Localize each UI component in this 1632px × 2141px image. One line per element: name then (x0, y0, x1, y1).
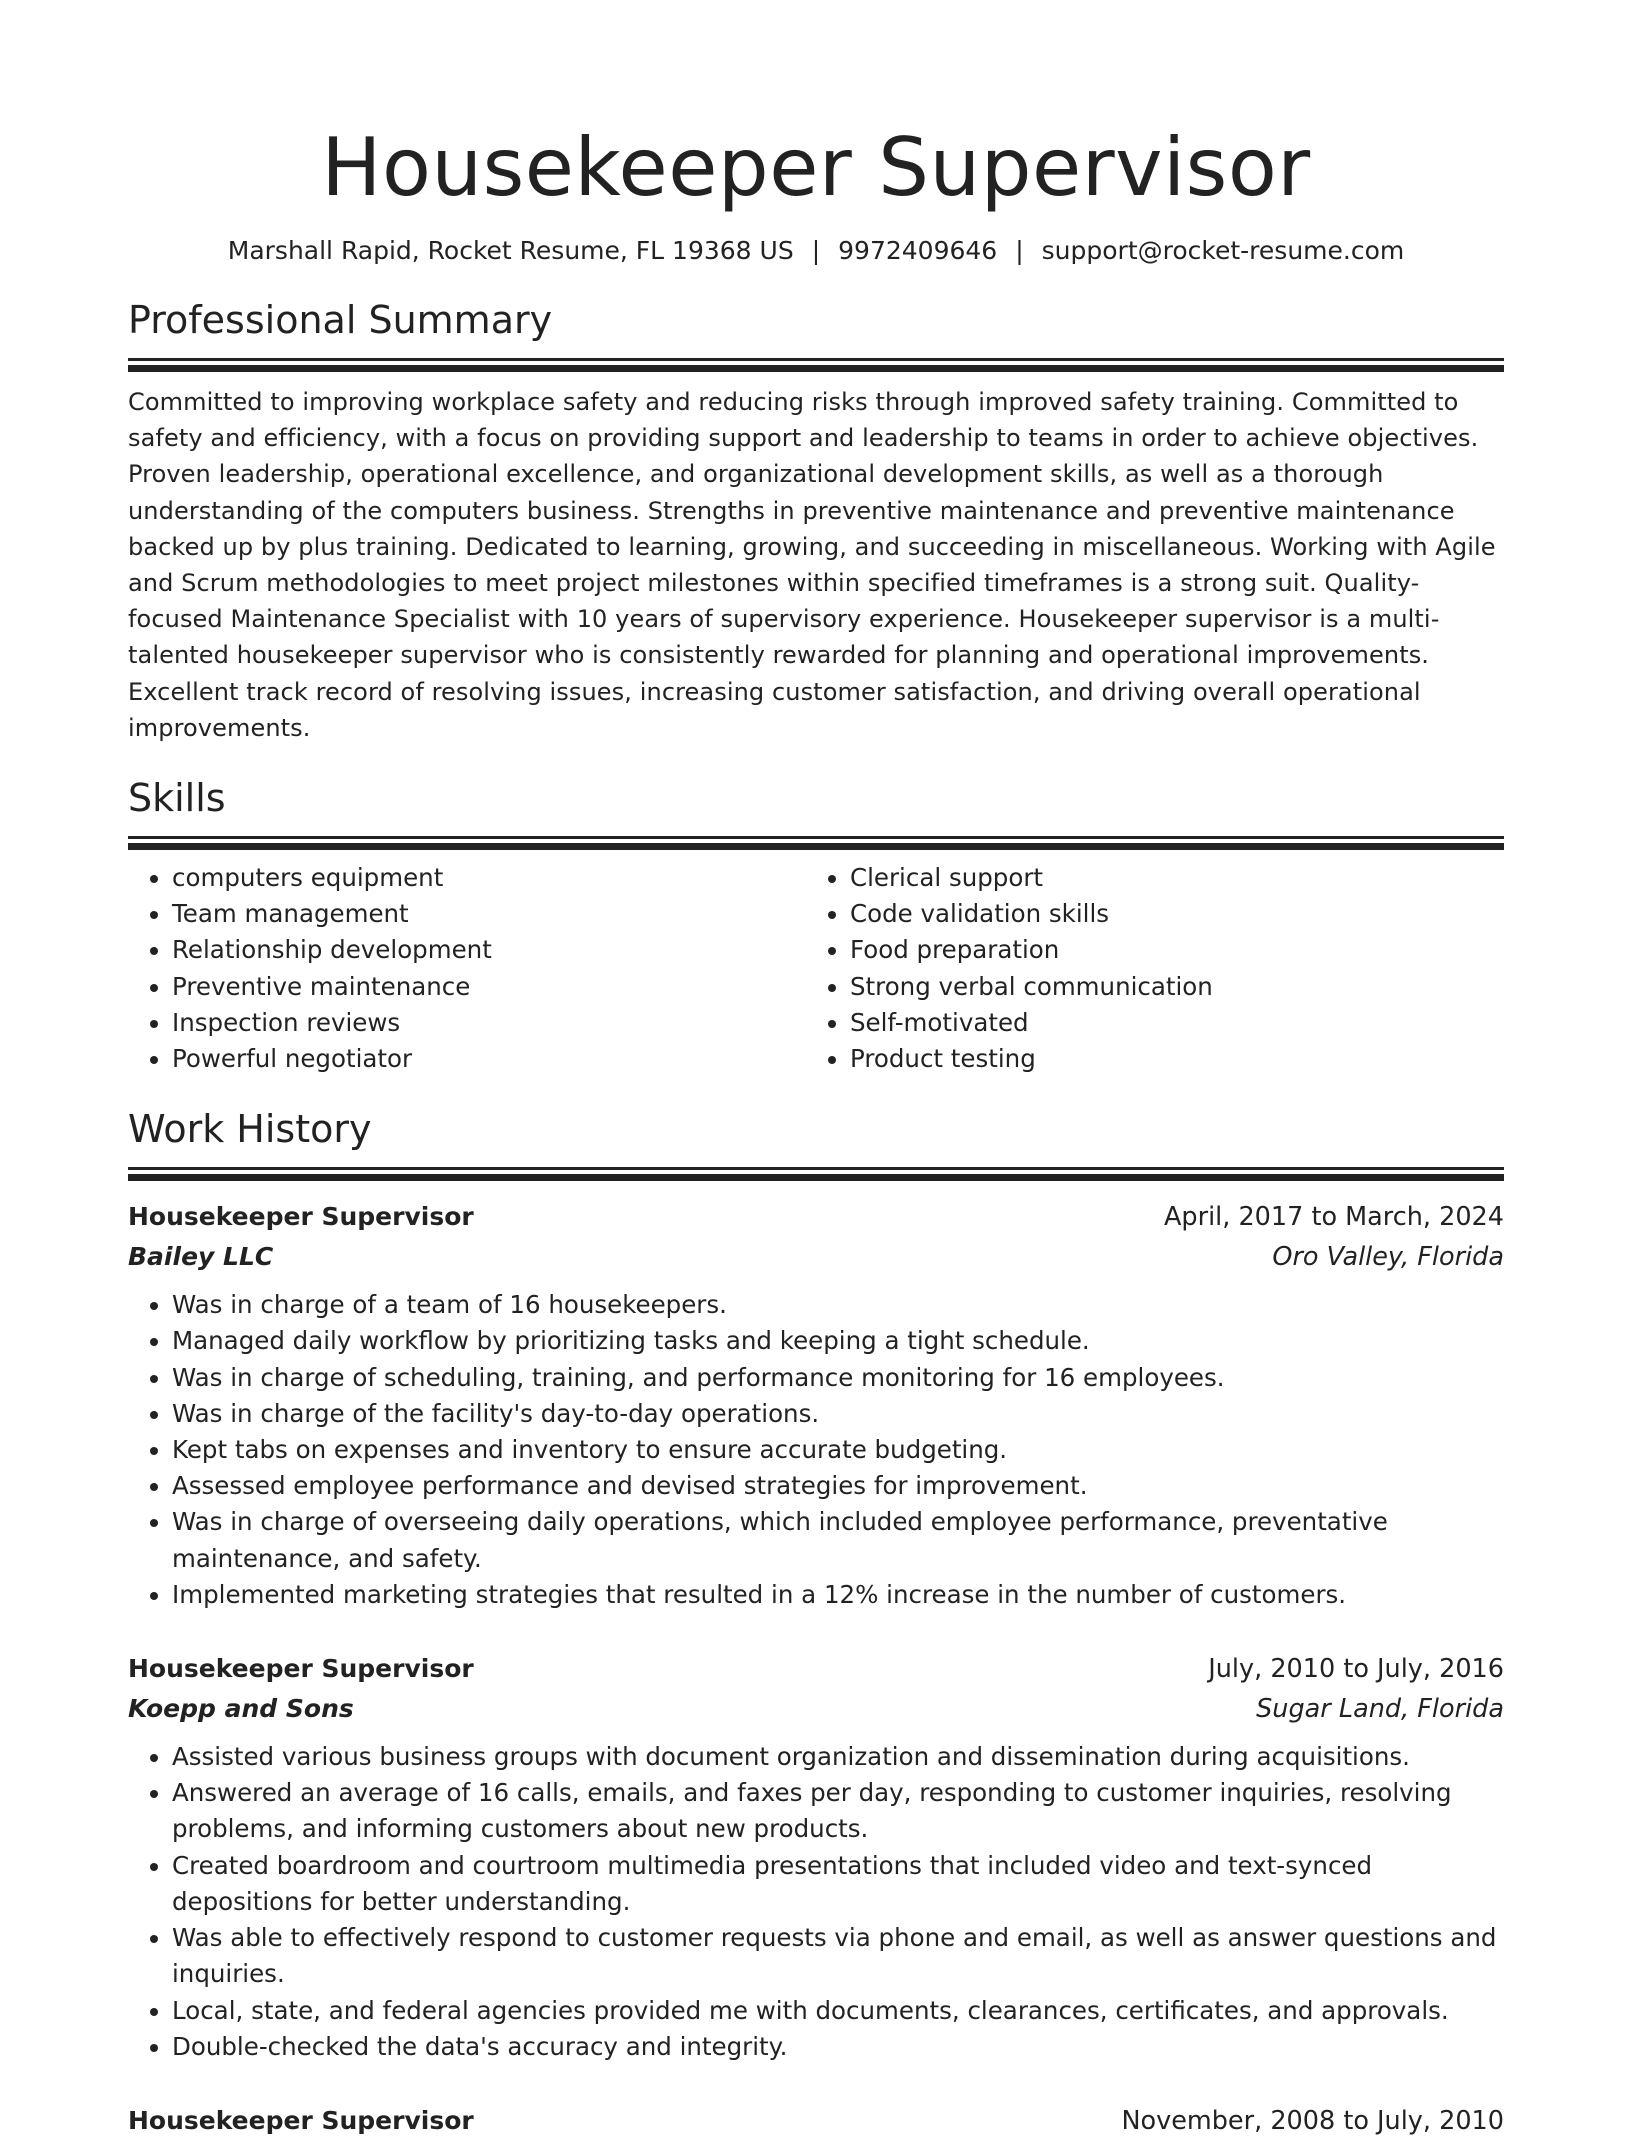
job-header-row (128, 2101, 1504, 2141)
job-bullet: • Was in charge of overseeing daily operations, which included employee performance, preventative maintenance, and safety. (172, 1504, 1504, 1576)
job-entry (128, 2101, 1504, 2141)
skill-item: • Clerical support (850, 860, 1484, 896)
job-spacer (128, 2065, 1504, 2085)
job-company-row (128, 1237, 1504, 1277)
job-bullet-list (128, 1287, 1504, 1613)
job-entry (128, 1649, 1504, 2065)
contact-separator: | (1015, 236, 1024, 265)
contact-line (128, 234, 1504, 268)
work-history-section (128, 1105, 1504, 2141)
job-bullet: • Assisted various business groups with document organization and dissemination during acquisitions. (172, 1739, 1504, 1775)
resume-page (128, 0, 1504, 2141)
job-bullet: • Local, state, and federal agencies provided me with documents, clearances, certificates, and approvals. (172, 1993, 1504, 2029)
contact-separator: | (811, 236, 821, 265)
job-header-row (128, 1649, 1504, 1689)
job-dates: April, 2017 to March, 2024 (1163, 1202, 1504, 1233)
skill-item: • Self-motivated (850, 1005, 1484, 1041)
job-company: Bailey LLC (128, 1242, 274, 1272)
job-bullet: • Kept tabs on expenses and inventory to ensure accurate budgeting. (172, 1432, 1504, 1468)
job-company: Koepp and Sons (128, 1694, 354, 1724)
job-bullet: • Answered an average of 16 calls, emails, and faxes per day, responding to customer inquiries, resolving problems, and informing customers about new products. (172, 1775, 1504, 1847)
job-bullet: • Double-checked the data's accuracy and integrity. (172, 2029, 1504, 2065)
job-title: Housekeeper Supervisor (128, 2105, 474, 2135)
skill-item: • Powerful negotiator (172, 1041, 806, 1077)
resume-name: Housekeeper Supervisor (321, 121, 1311, 214)
section-divider-thick (128, 365, 1504, 372)
skill-item: • computers equipment (172, 860, 806, 896)
job-header-row (128, 1197, 1504, 1237)
skills-section (128, 774, 1504, 1077)
skill-item: • Preventive maintenance (172, 969, 806, 1005)
section-divider (128, 358, 1504, 361)
summary-section (128, 296, 1504, 746)
skill-item: • Code validation skills (850, 896, 1484, 932)
job-location: Sugar Land, Florida (1256, 1694, 1504, 1725)
job-bullet: • Managed daily workflow by prioritizing tasks and keeping a tight schedule. (172, 1323, 1504, 1359)
skill-item: • Strong verbal communication (850, 969, 1484, 1005)
skill-item: • Product testing (850, 1041, 1484, 1077)
section-divider (128, 1167, 1504, 1170)
skill-item: • Relationship development (172, 932, 806, 968)
contact-phone: 9972409646 (838, 236, 998, 265)
job-location: Oro Valley, Florida (1272, 1242, 1504, 1273)
contact-email: support@rocket-resume.com (1041, 236, 1405, 265)
job-bullet: • Assessed employee performance and devised strategies for improvement. (172, 1468, 1504, 1504)
skills-grid (128, 860, 1504, 1077)
section-title-work-history: Work History (128, 1107, 372, 1152)
job-title: Housekeeper Supervisor (128, 1654, 474, 1684)
job-entry (128, 1197, 1504, 1613)
section-title-summary: Professional Summary (128, 298, 553, 342)
section-divider-thick (128, 1174, 1504, 1181)
job-bullet: • Was able to effectively respond to customer requests via phone and email, as well as answer questions and inquiries. (172, 1920, 1504, 1992)
contact-address: Marshall Rapid, Rocket Resume, FL 19368 US (227, 236, 794, 265)
skill-item: • Team management (172, 896, 806, 932)
job-dates: July, 2010 to July, 2016 (1208, 1654, 1504, 1685)
job-bullet: • Created boardroom and courtroom multimedia presentations that included video and text-synced depositions for better understanding. (172, 1848, 1504, 1920)
skill-item: • Inspection reviews (172, 1005, 806, 1041)
job-bullet: • Was in charge of a team of 16 housekeepers. (172, 1287, 1504, 1323)
skill-item: • Food preparation (850, 932, 1484, 968)
job-bullet-list (128, 1739, 1504, 2065)
job-bullet: • Was in charge of scheduling, training, and performance monitoring for 16 employees. (172, 1360, 1504, 1396)
job-bullet: • Implemented marketing strategies that resulted in a 12% increase in the number of customers. (172, 1577, 1504, 1613)
job-spacer (128, 1613, 1504, 1633)
skills-column-left (128, 860, 806, 1077)
skills-column-right (806, 860, 1484, 1077)
job-title: Housekeeper Supervisor (128, 1202, 474, 1232)
section-divider (128, 836, 1504, 839)
summary-text: Committed to improving workplace safety and reducing risks through improved safety training. Committed to safety and efficiency, with a focus on providing support and leadership to teams in order to achieve objectives. Proven leadership, operational excellence, and organizational development skills, as well as a thorough understanding of the computers business. Strengths in preventive maintenance and preventive maintenance backed up by plus training. Dedicated to learning, growing, and succeeding in miscellaneous. Working with Agile and Scrum methodologies to meet project milestones within specified timeframes is a strong suit. Quality-focused Maintenance Specialist with 10 years of supervisory experience. Housekeeper supervisor is a multi-talented housekeeper supervisor who is consistently rewarded for planning and operational improvements. Excellent track record of resolving issues, increasing customer satisfaction, and driving overall operational improvements. (128, 388, 1496, 742)
job-company-row (128, 1689, 1504, 1729)
section-divider-thick (128, 843, 1504, 850)
job-bullet: • Was in charge of the facility's day-to-day operations. (172, 1396, 1504, 1432)
section-title-skills: Skills (128, 776, 226, 821)
job-dates: November, 2008 to July, 2010 (1121, 2105, 1504, 2136)
